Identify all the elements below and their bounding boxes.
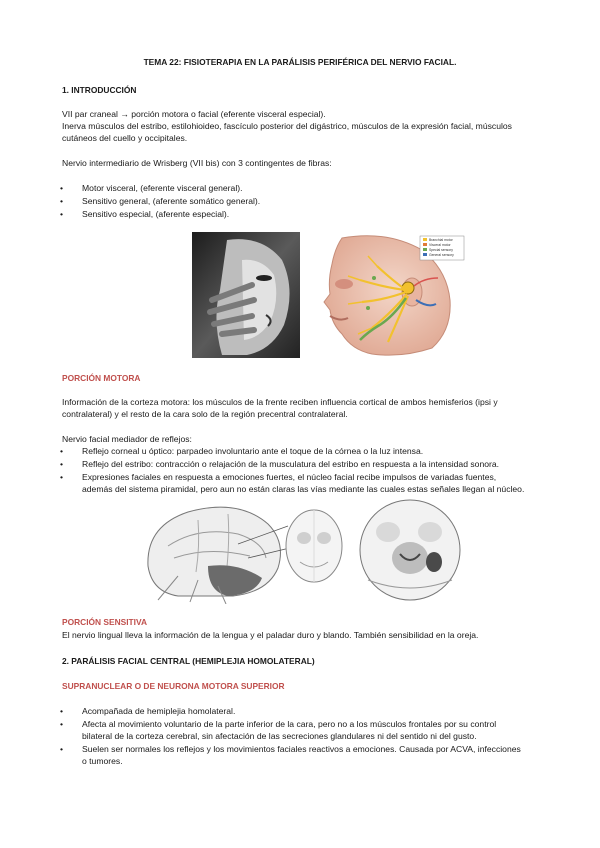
brain-sagittal-illustration [148, 507, 298, 604]
bullet-icon: • [60, 209, 64, 219]
legend-label: Branchial motor [429, 238, 453, 242]
bullet-icon: • [60, 744, 64, 754]
reflex-text-cont: además del sistema piramidal, pero aun no están claras las vías mediante las cuales estas señales llegan al núcleo. [82, 484, 525, 494]
fiber-item [60, 182, 243, 194]
reflex-intro: Nervio facial mediador de reflejos: [62, 434, 192, 444]
reflex-text: Expresiones faciales en respuesta a emociones fuertes, el núcleo facial recibe impulsos de variadas fuentes, [82, 472, 497, 482]
paralisis-text: Acompañada de hemiplejia homolateral. [82, 706, 236, 716]
reflex-item [60, 445, 424, 457]
paralisis-text: Afecta al movimiento voluntario de la parte inferior de la cara, pero no a los músculos frontales por su control [82, 719, 497, 729]
motora-para-line-2: contralateral) y el resto de la cara solo de la región precentral contralateral. [62, 409, 348, 419]
fiber-text: Sensitivo general, (aferente somático general). [82, 196, 261, 206]
face-photo [192, 232, 300, 358]
page-title: TEMA 22: FISIOTERAPIA EN LA PARÁLISIS PERIFÉRICA DEL NERVIO FACIAL. [143, 57, 457, 67]
section-heading-introduccion: 1. INTRODUCCIÓN [62, 85, 137, 95]
fiber-item [60, 195, 261, 207]
nerve-anatomy-illustration [312, 232, 467, 358]
bullet-icon: • [60, 472, 64, 482]
facial-nerve-figure [192, 230, 467, 360]
reflex-text: Reflejo del estribo: contracción o relajación de la musculatura del estribo en respuesta a la intensidad sonora. [82, 459, 500, 469]
reflex-text: Reflejo corneal u óptico: parpadeo involuntario ante el toque de la córnea o la luz intensa. [82, 446, 424, 456]
reflex-item [60, 458, 500, 470]
fiber-text: Sensitivo especial, (aferente especial). [82, 209, 230, 219]
fiber-text: Motor visceral, (eferente visceral general). [82, 183, 243, 193]
paralisis-text: Suelen ser normales los reflejos y los movimientos faciales reactivos a emociones. Causada por ACVA, infecciones [82, 744, 521, 754]
wrisberg-text: Nervio intermediario de Wrisberg (VII bis) con 3 contingentes de fibras: [62, 158, 332, 168]
paralisis-item [60, 743, 521, 755]
section-heading-porcion-sensitiva: PORCIÓN SENSITIVA [62, 617, 148, 627]
bullet-icon: • [60, 183, 64, 193]
paralisis-text-cont: bilateral de la corteza cerebral, sin afectación de las secreciones glandulares ni del sentido ni del gusto. [82, 731, 477, 741]
section-heading-porcion-motora: PORCIÓN MOTORA [62, 373, 141, 383]
legend-label: Special sensory [429, 248, 453, 252]
motora-para-line-1: Información de la corteza motora: los músculos de la frente reciben influencia cortical de ambos hemisferios (ipsi y [62, 397, 498, 407]
paralisis-text-cont: o tumores. [82, 756, 123, 766]
intro-line-3: cutáneos del cuello y occipitales. [62, 133, 188, 143]
bullet-icon: • [60, 459, 64, 469]
skull-brain-figure [138, 496, 468, 604]
section-heading-paralisis-central: 2. PARÁLISIS FACIAL CENTRAL (HEMIPLEJIA HOMOLATERAL) [62, 656, 315, 666]
fiber-item [60, 208, 230, 220]
paralisis-item [60, 705, 236, 717]
skull-section-illustration [360, 500, 460, 600]
bullet-icon: • [60, 446, 64, 456]
sensitiva-text: El nervio lingual lleva la información de la lengua y el paladar duro y blando. También sensibilidad en la oreja. [62, 630, 479, 640]
intro-line-1: VII par craneal → porción motora o facial (eferente visceral especial). [62, 109, 326, 119]
bullet-icon: • [60, 706, 64, 716]
skull-frontal-illustration [286, 510, 342, 582]
bullet-icon: • [60, 719, 64, 729]
bullet-icon: • [60, 196, 64, 206]
subheading-supranuclear: SUPRANUCLEAR O DE NEURONA MOTORA SUPERIOR [62, 681, 285, 691]
intro-line-2: Inerva músculos del estribo, estilohioideo, fascículo posterior del digástrico, músculos de la expresión facial, músculos [62, 121, 512, 131]
paralisis-item [60, 718, 497, 730]
legend-label: General sensory [429, 253, 454, 257]
legend-label: Visceral motor [429, 243, 451, 247]
reflex-item [60, 471, 497, 483]
